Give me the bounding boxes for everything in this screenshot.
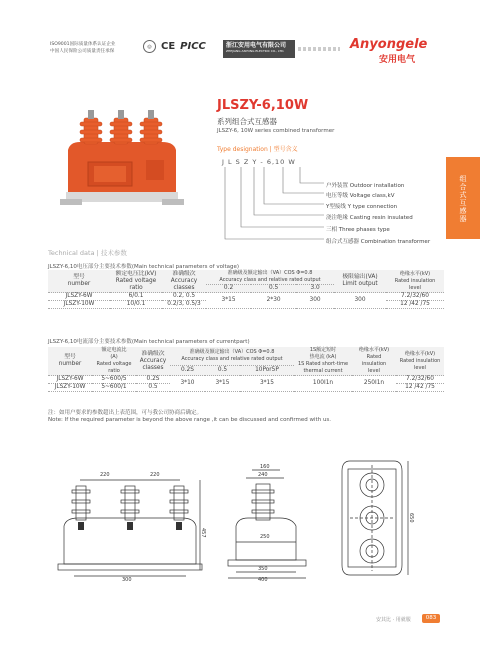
header-cell: 准确级次 Accuracy classes — [162, 270, 206, 293]
type-code-tree — [220, 165, 330, 247]
legend-combination: 组合式互感器 Combination transformer — [326, 239, 431, 245]
table-cell: 5~600/5 — [92, 376, 136, 384]
table-cell: 6/0.1 — [110, 293, 162, 301]
table-cell: 0.2, 0.5 — [162, 293, 206, 301]
cert-icons — [143, 40, 206, 53]
voltage-table-caption: JLSZY-6,10电压部分主要技术参数(Main technical parameters of voltage) — [48, 264, 240, 270]
header-cell: 额定电流比 (A) Rated voltage ratio — [92, 347, 136, 376]
header-cell: 准确级及额定输出（VA）COS Φ=0.8 Accuracy class and relative rated output — [206, 270, 334, 285]
header-cell: 准确级及额定输出（VA）COS Φ=0.8 Accuracy class and relative rated output — [170, 347, 294, 365]
dim-side-base2: 400 — [258, 577, 268, 583]
header-cell: 0.2S — [170, 365, 205, 375]
table-cell: 12 /42 /75 — [396, 384, 444, 392]
dim-front-base: 300 — [122, 577, 132, 583]
cert-seal-icon: ◎ — [143, 40, 156, 53]
table-cell: 0.5 — [136, 384, 170, 392]
header-cell: 1S额定短时 热电流 (kA) 1S Rated short-time thermal current — [294, 347, 352, 376]
type-code: J L S Z Y - 6,10 W — [222, 158, 296, 166]
legend-outdoor: 户外装置 Outdoor installation — [326, 183, 405, 189]
type-designation-heading: Type designation | 型号含义 — [217, 146, 298, 153]
table-cell: 250I1n — [352, 376, 396, 392]
header-cell: 绝缘水平(kV) Rated insulation level — [396, 347, 444, 376]
product-photo — [58, 104, 186, 216]
table-cell: 5~600/1 — [92, 384, 136, 392]
side-view-drawing — [222, 460, 322, 582]
table-cell: 7.2/32/60 — [396, 376, 444, 384]
legend-voltage: 电压等级 Voltage class,kV — [326, 193, 395, 199]
dim-side-top2: 240 — [258, 472, 268, 478]
front-view-drawing — [50, 460, 210, 582]
product-title: JLSZY-6,10W — [217, 98, 309, 113]
dim-front-b: 220 — [150, 472, 160, 478]
legend-three-phase: 三相 Three phases type — [326, 227, 390, 233]
product-subtitle-cn: 系列组合式互感器 — [217, 117, 277, 126]
product-subtitle-en: JLSZY-6, 10W series combined transformer — [217, 128, 335, 134]
brand-logo-cn: 安用电气 — [379, 55, 416, 65]
note-en: Note: If the required parameter is beyond the above range ,it can be discussed and confirmed with us. — [48, 417, 332, 423]
current-table-caption: JLSZY-6,10电流部分主要技术参数(Main technical parameters of currentpart) — [48, 339, 250, 345]
brand-logo-en: Anyongele — [350, 37, 428, 52]
picc-logo-icon: PICC — [180, 41, 206, 52]
certification-text — [50, 42, 116, 55]
table-cell: 3*10 — [170, 376, 205, 392]
header-cell: 型号 number — [48, 270, 110, 293]
table-cell: 0.2/3, 0.5/3 — [162, 301, 206, 309]
ce-mark-icon: CE — [161, 41, 176, 52]
tech-data-heading: Technical data | 技术参数 — [48, 249, 127, 257]
table-cell: 3*15 — [240, 376, 294, 392]
legend-y-type: Y型接线 Y type connection — [326, 204, 398, 210]
table-cell: JLSZY-10W — [48, 301, 110, 309]
legend-casting: 浇注绝缘 Casting resin insulated — [326, 215, 413, 221]
table-cell: 0.2S — [136, 376, 170, 384]
table-cell: 3*15 — [206, 293, 251, 309]
company-name-en: ZHEJIANG ANYONG ELECTRIC CO., LTD. — [226, 49, 285, 53]
company-name-cn: 浙江安用电气有限公司 — [226, 42, 287, 49]
header-cell: 极限输出(VA) Limit output — [334, 270, 386, 293]
table-cell: JLSZY-6W — [48, 293, 110, 301]
header-cell: 绝缘水平(kV) Rated insulation level — [386, 270, 444, 293]
header-cell: 0.2 — [206, 285, 251, 293]
header-cell: 绝缘水平(kV) Rated insulation level — [352, 347, 396, 376]
table-cell: JLSZY-10W — [48, 384, 92, 392]
header-cell: 额定电压比(kV) Rated voltage ratio — [110, 270, 162, 293]
table-cell: 10/0.1 — [110, 301, 162, 309]
side-tab-label: 组合式互感器 — [459, 175, 467, 223]
company-nameplate — [223, 40, 295, 58]
table-cell: 12 /42 /75 — [386, 301, 444, 309]
page-number: 083 — [422, 614, 440, 623]
header-cell: 型号 number — [48, 347, 92, 376]
table-cell: 100I1n — [294, 376, 352, 392]
dim-side-base1: 350 — [258, 566, 268, 572]
header-cell: 0.5 — [251, 285, 296, 293]
cert-line-1: ISO9001国际质量体系认证企业 — [50, 42, 116, 47]
dim-side-mid: 250 — [260, 534, 270, 540]
table-cell: 300 — [296, 293, 334, 309]
dim-front-height: 457 — [200, 528, 206, 538]
table-cell: 3*15 — [205, 376, 240, 392]
table-cell: JLSZY-6W — [48, 376, 92, 384]
header-cell: 10Por5P — [240, 365, 294, 375]
table-cell: 2*30 — [251, 293, 296, 309]
dim-front-a: 220 — [100, 472, 110, 478]
current-table — [48, 347, 444, 392]
header-divider — [298, 47, 340, 51]
dim-side-top1: 160 — [260, 464, 270, 470]
header-cell: 3.0 — [296, 285, 334, 293]
table-cell: 300 — [334, 293, 386, 309]
cert-line-2: 中国人民保险公司质量责任承保 — [50, 48, 115, 54]
voltage-table — [48, 270, 444, 309]
table-cell: 7.2/32/60 — [386, 293, 444, 301]
header-cell: 0.5 — [205, 365, 240, 375]
top-view-drawing — [336, 455, 412, 583]
header-cell: 准确级次 Accuracy classes — [136, 347, 170, 376]
footer-slogan: 安其比 · 用就服 — [376, 617, 411, 623]
note-cn: 注：如用户要求的参数超出上表范围，可与我公司协商后确定。 — [48, 410, 203, 416]
section-side-tab[interactable] — [446, 157, 480, 239]
dim-top-height: 650 — [408, 513, 414, 523]
